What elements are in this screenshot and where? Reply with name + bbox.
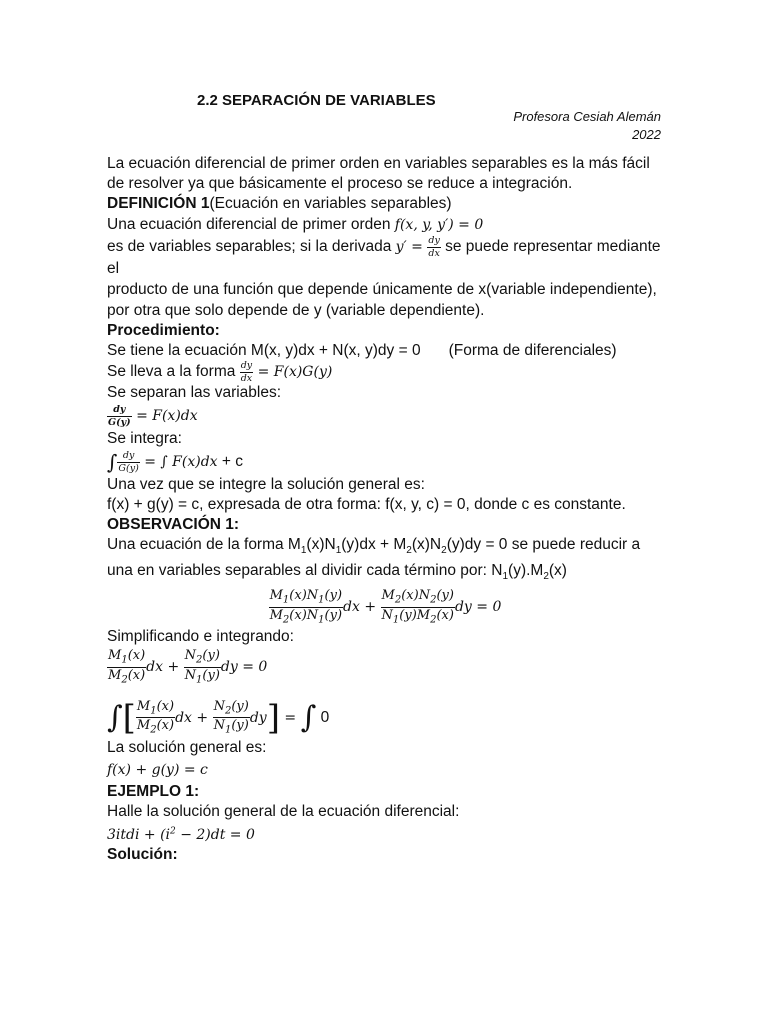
definition-rest: producto de una función que depende únicamente de x(variable independiente), por otra que solo depende de y (variable dependiente). bbox=[107, 281, 657, 319]
fraction-m2n2-over-n1m2: $\frac{M_2(x)N_2(y)}{N_1(y)M_2(x)}$ bbox=[381, 588, 454, 626]
definition-line1: Una ecuación diferencial de primer orden bbox=[107, 216, 395, 233]
integral-sign: ∫ bbox=[107, 699, 123, 735]
solution-label: La solución general es: bbox=[107, 738, 267, 756]
procedure-step2: Se lleva a la forma bbox=[107, 363, 240, 380]
solution-equation: f(x) + g(y) = c bbox=[107, 761, 208, 778]
procedure-step2-eq: $\frac{dy}{dx}$ = F(x)G(y) bbox=[240, 360, 333, 384]
procedure-heading: Procedimiento: bbox=[107, 322, 220, 339]
author-name: Profesora Cesiah Alemán bbox=[513, 109, 661, 124]
procedure-step1-note: (Forma de diferenciales) bbox=[448, 342, 617, 359]
observation-heading: OBSERVACIÓN 1: bbox=[107, 516, 240, 533]
division-equation: $\frac{M_1(x)N_1(y)}{M_2(x)N_1(y)}$ dx + $\frac{M_2(x)N_2(y)}{N_1(y)M_2(x)}$ dy = 0 bbox=[269, 588, 502, 626]
definition-subtitle: (Ecuación en variables separables) bbox=[209, 195, 452, 212]
example-section bbox=[107, 782, 663, 822]
definition-line2a: es de variables separables; si la derivada bbox=[107, 238, 396, 255]
procedure-step3: Se separan las variables: bbox=[107, 384, 282, 401]
definition-heading-line bbox=[107, 194, 663, 214]
separated-equation: $\frac{dy}{G(y)}$ = F(x)dx bbox=[108, 404, 198, 428]
observation-section bbox=[107, 515, 663, 587]
fraction-n2-over-n1: $\frac{N_2(y)}{N_1(y)}$ bbox=[213, 698, 249, 736]
procedure-section bbox=[107, 321, 663, 403]
example-heading: EJEMPLO 1: bbox=[107, 782, 200, 800]
fraction-m1n1-over-m2n1: $\frac{M_1(x)N_1(y)}{M_2(x)N_1(y)}$ bbox=[269, 588, 343, 626]
dy-dx-fraction: $\frac{dy}{dx}$ bbox=[240, 360, 253, 384]
dy-over-gy-fraction: $\frac{dy}{G(y)}$ bbox=[118, 450, 139, 474]
integral-sign: ∫ bbox=[107, 449, 118, 474]
document-content bbox=[107, 154, 663, 865]
intro-paragraph: La ecuación diferencial de primer orden en variables separables es la más fácil de resolver ya que básicamente el proceso se reduce a integración. bbox=[107, 155, 650, 192]
example-prompt: Halle la solución general de la ecuación diferencial: bbox=[107, 802, 460, 820]
definition-line2b: se puede representar mediante el bbox=[107, 238, 661, 277]
fraction-m1-over-m2: $\frac{M_1(x)}{M_2(x)}$ bbox=[108, 648, 146, 686]
dy-over-gy-fraction: $\frac{dy}{G(y)}$ bbox=[108, 404, 131, 428]
procedure-step1: Se tiene la ecuación M(x, y)dx + N(x, y)dy = 0 bbox=[107, 342, 421, 359]
general-line2: f(x) + g(y) = c, expresada de otra forma: f(x, y, c) = 0, donde c es constante. bbox=[107, 496, 626, 513]
procedure-step4: Se integra: bbox=[107, 430, 182, 447]
simplify-label: Simplificando e integrando: bbox=[107, 628, 294, 646]
simplified-equation: $\frac{M_1(x)}{M_2(x)}$ dx + $\frac{N_2(y)}{N_1(y)}$ dy = 0 bbox=[108, 648, 268, 686]
general-solution-paragraph bbox=[107, 475, 663, 515]
definition-paragraph bbox=[107, 214, 663, 321]
fraction-n2-over-n1: $\frac{N_2(y)}{N_1(y)}$ bbox=[184, 648, 220, 686]
integral-equation: ∫[ $\frac{M_1(x)}{M_2(x)}$ dx + $\frac{N_2(y)}{N_1(y)}$ dy] = ∫ 0 bbox=[107, 697, 330, 738]
integrated-equation: ∫ $\frac{dy}{G(y)}$ = ∫ F(x)dx + c bbox=[107, 449, 243, 474]
author-year: 2022 bbox=[632, 127, 661, 142]
integral-sign: ∫ bbox=[300, 699, 317, 735]
derivative-expression: y′ = $\frac{dy}{dx}$ bbox=[395, 235, 440, 259]
definition-heading: DEFINICIÓN 1 bbox=[107, 195, 210, 212]
example-solution-label: Solución: bbox=[107, 846, 178, 864]
definition-eq1: f(x, y, y′) = 0 bbox=[394, 217, 484, 233]
example-equation: 3itdi + $(i^2 - 2)dt = 0$ bbox=[107, 826, 255, 844]
fraction-m1-over-m2: $\frac{M_1(x)}{M_2(x)}$ bbox=[136, 698, 175, 736]
general-line1: Una vez que se integre la solución general es: bbox=[107, 476, 425, 493]
dy-dx-fraction: $\frac{dy}{dx}$ bbox=[428, 235, 440, 259]
page-title: 2.2 SEPARACIÓN DE VARIABLES bbox=[197, 92, 436, 109]
author-block bbox=[513, 108, 661, 144]
observation-text: Una ecuación de la forma $M_1(x)N_1(y)dx + M_2(x)N_2(y)dy = 0$ se puede reducir a una en variables separables al dividir cada término por: $N_1(y).M_2(x)$ bbox=[107, 536, 641, 583]
